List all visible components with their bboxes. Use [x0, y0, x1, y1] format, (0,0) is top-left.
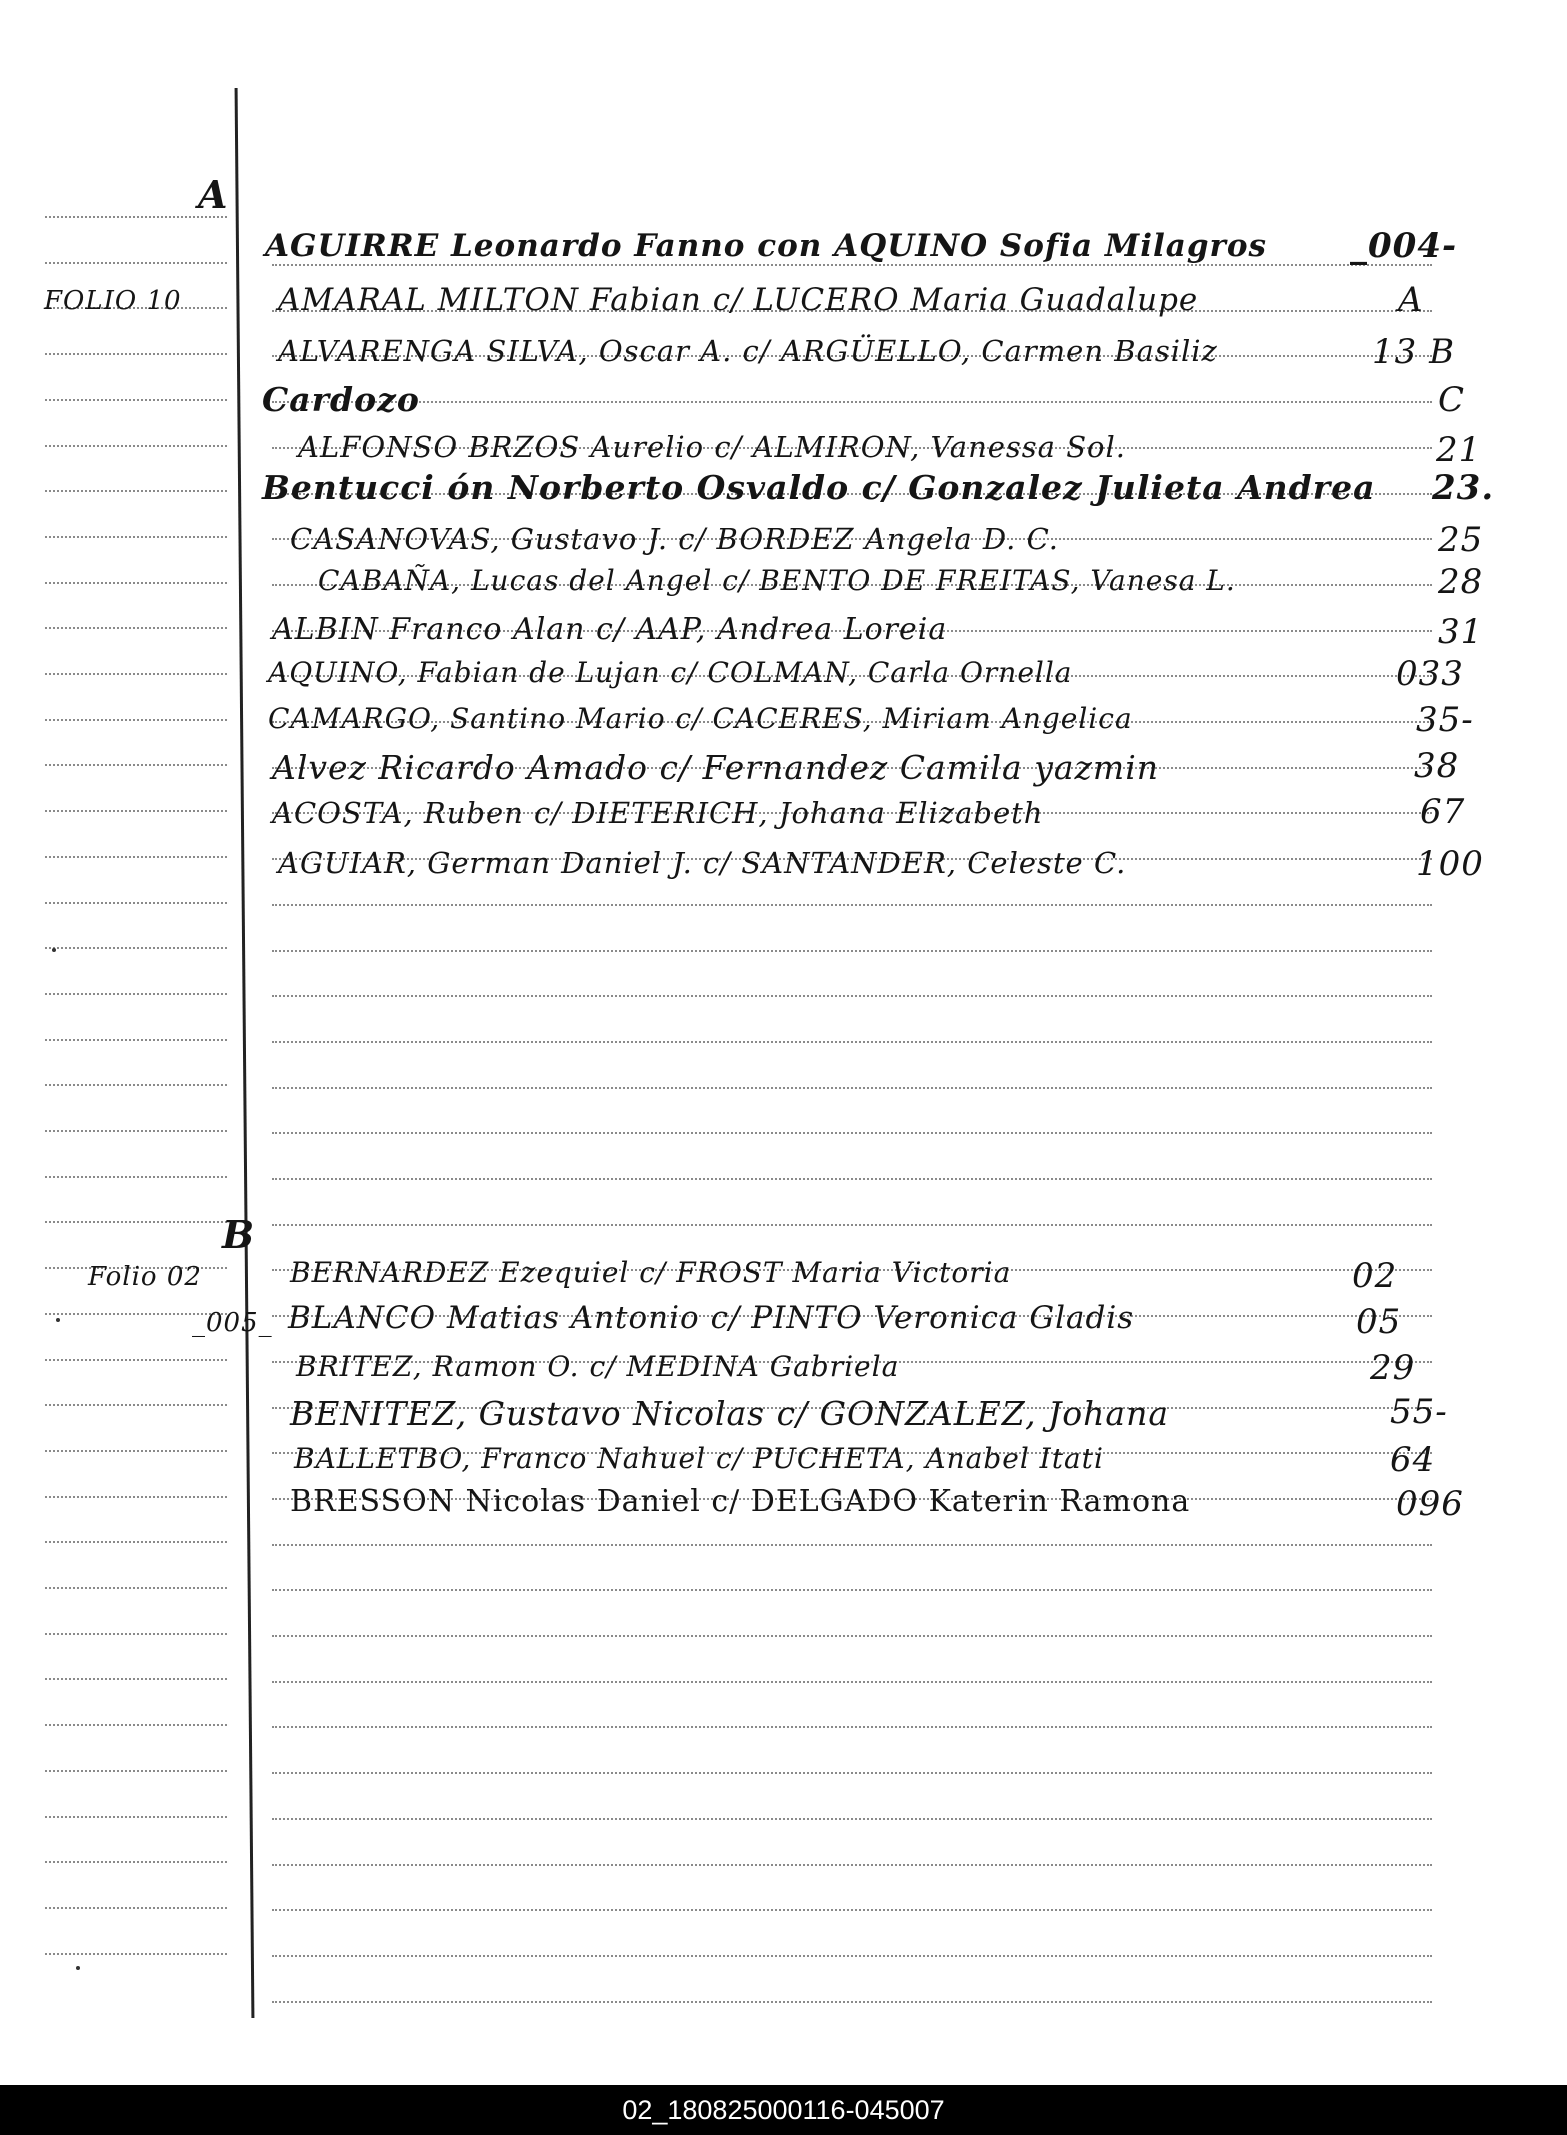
ruled-line: [272, 995, 1432, 997]
margin-ruled-line: [45, 1359, 227, 1361]
entry-a-13-num: 100: [1416, 844, 1484, 884]
entry-b-1: BLANCO Matias Antonio c/ PINTO Veronica Gladis: [288, 1300, 1135, 1336]
ruled-line: [272, 1909, 1432, 1911]
entry-a-5: Bentucci ón Norberto Osvaldo c/ Gonzalez Julieta Andrea: [262, 468, 1376, 507]
entry-b-0: BERNARDEZ Ezequiel c/ FROST Maria Victoria: [290, 1256, 1012, 1289]
ruled-line: [272, 2001, 1432, 2003]
entry-b-5: BRESSON Nicolas Daniel c/ DELGADO Katerin Ramona: [290, 1484, 1191, 1519]
entry-a-2: ALVARENGA SILVA, Oscar A. c/ ARGÜELLO, Carmen Basiliz: [278, 334, 1218, 368]
entry-a-0: AGUIRRE Leonardo Fanno con AQUINO Sofia Milagros: [265, 228, 1268, 264]
margin-ruled-line: [45, 1039, 227, 1041]
entry-a-8: ALBIN Franco Alan c/ AAP, Andrea Loreia: [272, 612, 948, 647]
section-letter-b: B: [222, 1212, 256, 1257]
margin-ruled-line: [45, 1587, 227, 1589]
margin-ruled-line: [45, 582, 227, 584]
margin-ruled-line: [45, 1541, 227, 1543]
margin-ruled-line: [45, 1450, 227, 1452]
entry-b-4-num: 64: [1390, 1440, 1436, 1480]
entry-a-5-num: 23.: [1432, 468, 1495, 508]
entry-a-8-num: 31: [1438, 612, 1484, 652]
entry-a-7-num: 28: [1438, 562, 1484, 602]
margin-ruled-line: [45, 1816, 227, 1818]
margin-ruled-line: [45, 627, 227, 629]
margin-ruled-line: [45, 1176, 227, 1178]
entry-b-5-num: 096: [1396, 1484, 1464, 1524]
ruled-line: [272, 401, 1432, 403]
scan-id-footer: 02_180825000116-045007: [0, 2085, 1567, 2135]
margin-ruled-line: [45, 1861, 227, 1863]
folio-label-b: Folio 02: [88, 1262, 202, 1292]
margin-ruled-line: [45, 1221, 227, 1223]
entry-a-12-num: 67: [1420, 792, 1466, 832]
ruled-line: [272, 1132, 1432, 1134]
scan-speck: [76, 1966, 80, 1970]
margin-ruled-line: [45, 399, 227, 401]
entry-b-3: BENITEZ, Gustavo Nicolas c/ GONZALEZ, Johana: [290, 1394, 1170, 1433]
ruled-line: [272, 264, 1432, 266]
entry-b-1-num: 05: [1356, 1302, 1402, 1342]
margin-ruled-line: [45, 673, 227, 675]
margin-ruled-line: [45, 856, 227, 858]
margin-ruled-line: [45, 262, 227, 264]
entry-b-4: BALLETBO, Franco Nahuel c/ PUCHETA, Anabel Itati: [294, 1442, 1104, 1475]
margin-ruled-line: [45, 1633, 227, 1635]
ruled-line: [272, 1589, 1432, 1591]
ruled-line: [272, 1681, 1432, 1683]
entry-a-10-num: 35-: [1416, 700, 1474, 740]
entry-a-11-num: 38: [1414, 746, 1460, 786]
ruled-line: [272, 904, 1432, 906]
entry-b-2: BRITEZ, Ramon O. c/ MEDINA Gabriela: [296, 1350, 900, 1383]
margin-ruled-line: [45, 764, 227, 766]
entry-a-6: CASANOVAS, Gustavo J. c/ BORDEZ Angela D. C.: [290, 522, 1059, 556]
margin-ruled-line: [45, 1496, 227, 1498]
margin-ruled-line: [45, 1678, 227, 1680]
ruled-line: [272, 1178, 1432, 1180]
margin-ruled-line: [45, 1770, 227, 1772]
margin-ruled-line: [45, 993, 227, 995]
margin-ruled-line: [45, 445, 227, 447]
entry-a-4: ALFONSO BRZOS Aurelio c/ ALMIRON, Vanessa Sol.: [298, 430, 1127, 464]
entry-a-7: CABAÑA, Lucas del Angel c/ BENTO DE FREITAS, Vanesa L.: [318, 564, 1236, 597]
ruled-line: [272, 1224, 1432, 1226]
ruled-line: [272, 950, 1432, 952]
entry-a-4-num: 21: [1436, 430, 1482, 470]
entry-b-2-num: 29: [1370, 1348, 1416, 1388]
entry-a-12: ACOSTA, Ruben c/ DIETERICH, Johana Elizabeth: [272, 796, 1044, 830]
margin-ruled-line: [45, 1404, 227, 1406]
margin-ruled-line: [45, 490, 227, 492]
ruled-line: [272, 1772, 1432, 1774]
entry-a-11: Alvez Ricardo Amado c/ Fernandez Camila yazmin: [272, 748, 1160, 787]
margin-ruled-line: [45, 719, 227, 721]
margin-ruled-line: [45, 1724, 227, 1726]
ruled-line: [272, 1955, 1432, 1957]
entry-b-3-num: 55-: [1390, 1392, 1448, 1432]
margin-ruled-line: [45, 1953, 227, 1955]
ruled-line: [272, 1864, 1432, 1866]
ruled-line: [272, 1818, 1432, 1820]
ruled-line: [272, 1635, 1432, 1637]
margin-ruled-line: [45, 810, 227, 812]
margin-ruled-line: [45, 947, 227, 949]
entry-a-0-num: _004-: [1350, 226, 1458, 266]
margin-ruled-line: [45, 902, 227, 904]
margin-ruled-line: [45, 536, 227, 538]
entry-a-1: AMARAL MILTON Fabian c/ LUCERO Maria Guadalupe: [278, 282, 1199, 318]
margin-ruled-line: [45, 1084, 227, 1086]
scan-speck: [52, 948, 56, 952]
margin-ruled-line: [45, 1907, 227, 1909]
ruled-line: [272, 1544, 1432, 1546]
entry-a-13: AGUIAR, German Daniel J. c/ SANTANDER, Celeste C.: [278, 846, 1127, 880]
scan-speck: [56, 1318, 60, 1322]
entry-a-6-num: 25: [1438, 520, 1484, 560]
entry-a-3-num: C: [1438, 380, 1466, 420]
entry-b-0-num: 02: [1352, 1256, 1398, 1296]
ruled-line: [272, 1726, 1432, 1728]
margin-rule: [235, 88, 255, 2018]
folio-label-a: FOLIO 10: [44, 286, 182, 316]
entry-a-1-num: A: [1398, 280, 1424, 320]
entry-a-9: AQUINO, Fabian de Lujan c/ COLMAN, Carla Ornella: [268, 656, 1073, 689]
entry-a-3: Cardozo: [262, 380, 420, 419]
ruled-line: [272, 1041, 1432, 1043]
margin-ruled-line: [45, 1130, 227, 1132]
entry-a-2-num: 13 B: [1372, 332, 1456, 372]
section-letter-a: A: [198, 172, 229, 217]
entry-a-10: CAMARGO, Santino Mario c/ CACERES, Miriam Angelica: [268, 702, 1133, 735]
margin-ruled-line: [45, 353, 227, 355]
folio-number-b: _005_: [192, 1308, 273, 1338]
ruled-line: [272, 1087, 1432, 1089]
entry-a-9-num: 033: [1396, 654, 1464, 694]
